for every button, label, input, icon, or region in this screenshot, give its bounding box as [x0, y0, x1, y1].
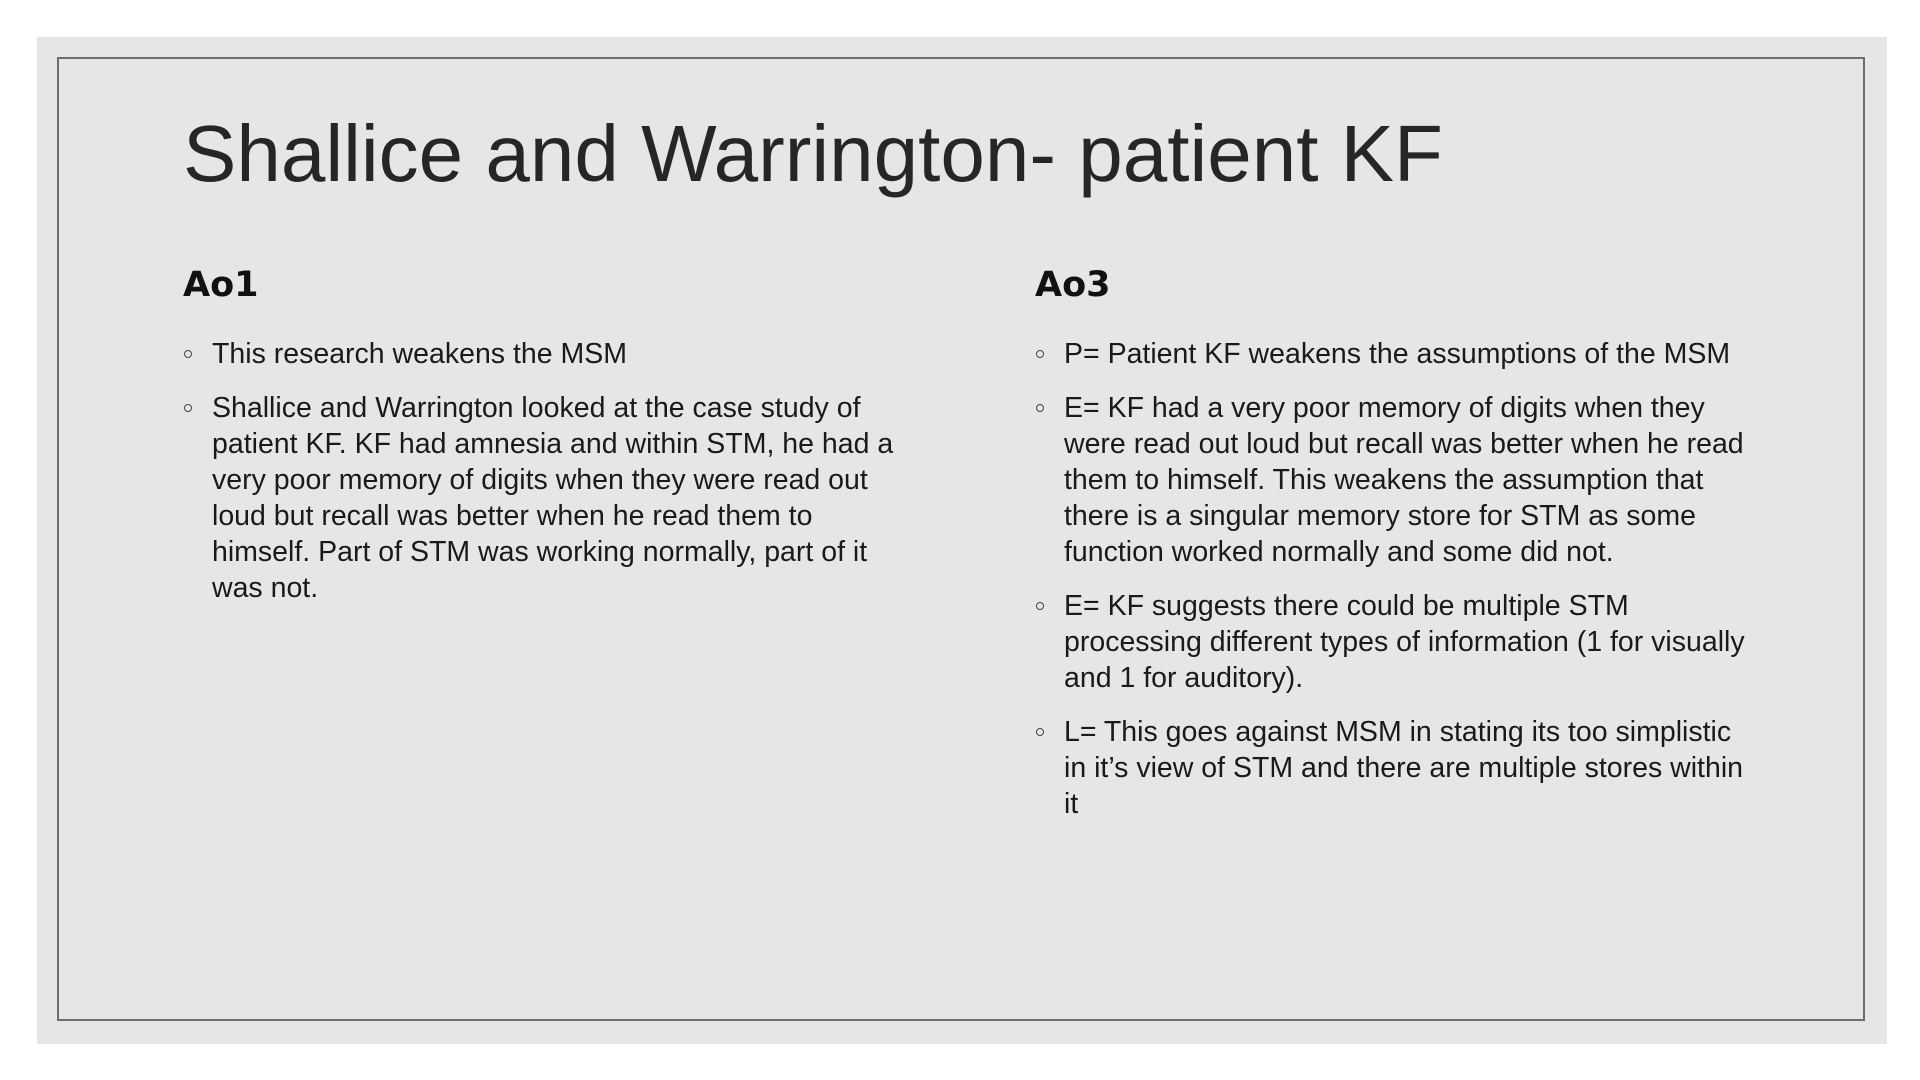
- bullet-text: Shallice and Warrington looked at the case study of patient KF. KF had amnesia and within STM, he had a very poor memory of digits when they were read out loud but recall was better when he read them to himself. Part of STM was working normally, part of it was not.: [212, 392, 894, 604]
- hollow-circle-bullet-icon: [184, 404, 192, 412]
- hollow-circle-bullet-icon: [1036, 350, 1044, 358]
- list-item: [1035, 714, 1755, 822]
- hollow-circle-bullet-icon: [1036, 404, 1044, 412]
- list-item: [1035, 336, 1755, 372]
- ao3-bullet-list: [1035, 336, 1755, 822]
- bullet-text: E= KF suggests there could be multiple STM processing different types of information (1 for visually and 1 for auditory).: [1064, 590, 1745, 694]
- list-item: [1035, 390, 1755, 570]
- bullet-text: This research weakens the MSM: [212, 338, 627, 370]
- list-item: [1035, 588, 1755, 696]
- slide-title: Shallice and Warrington- patient KF: [183, 109, 1443, 198]
- list-item: [183, 336, 903, 372]
- hollow-circle-bullet-icon: [184, 350, 192, 358]
- bullet-text: P= Patient KF weakens the assumptions of the MSM: [1064, 338, 1731, 370]
- ao1-bullet-list: [183, 336, 903, 606]
- list-item: [183, 390, 903, 606]
- bullet-text: E= KF had a very poor memory of digits when they were read out loud but recall was better when he read them to himself. This weakens the assumption that there is a singular memory store for STM as some function worked normally and some did not.: [1064, 392, 1744, 568]
- ao1-column: [183, 260, 903, 624]
- ao1-heading: Ao1: [183, 265, 259, 305]
- bullet-text: L= This goes against MSM in stating its too simplistic in it’s view of STM and there are multiple stores within it: [1064, 716, 1744, 820]
- hollow-circle-bullet-icon: [1036, 728, 1044, 736]
- ao3-heading: Ao3: [1035, 265, 1111, 305]
- ao3-column: [1035, 260, 1755, 840]
- hollow-circle-bullet-icon: [1036, 602, 1044, 610]
